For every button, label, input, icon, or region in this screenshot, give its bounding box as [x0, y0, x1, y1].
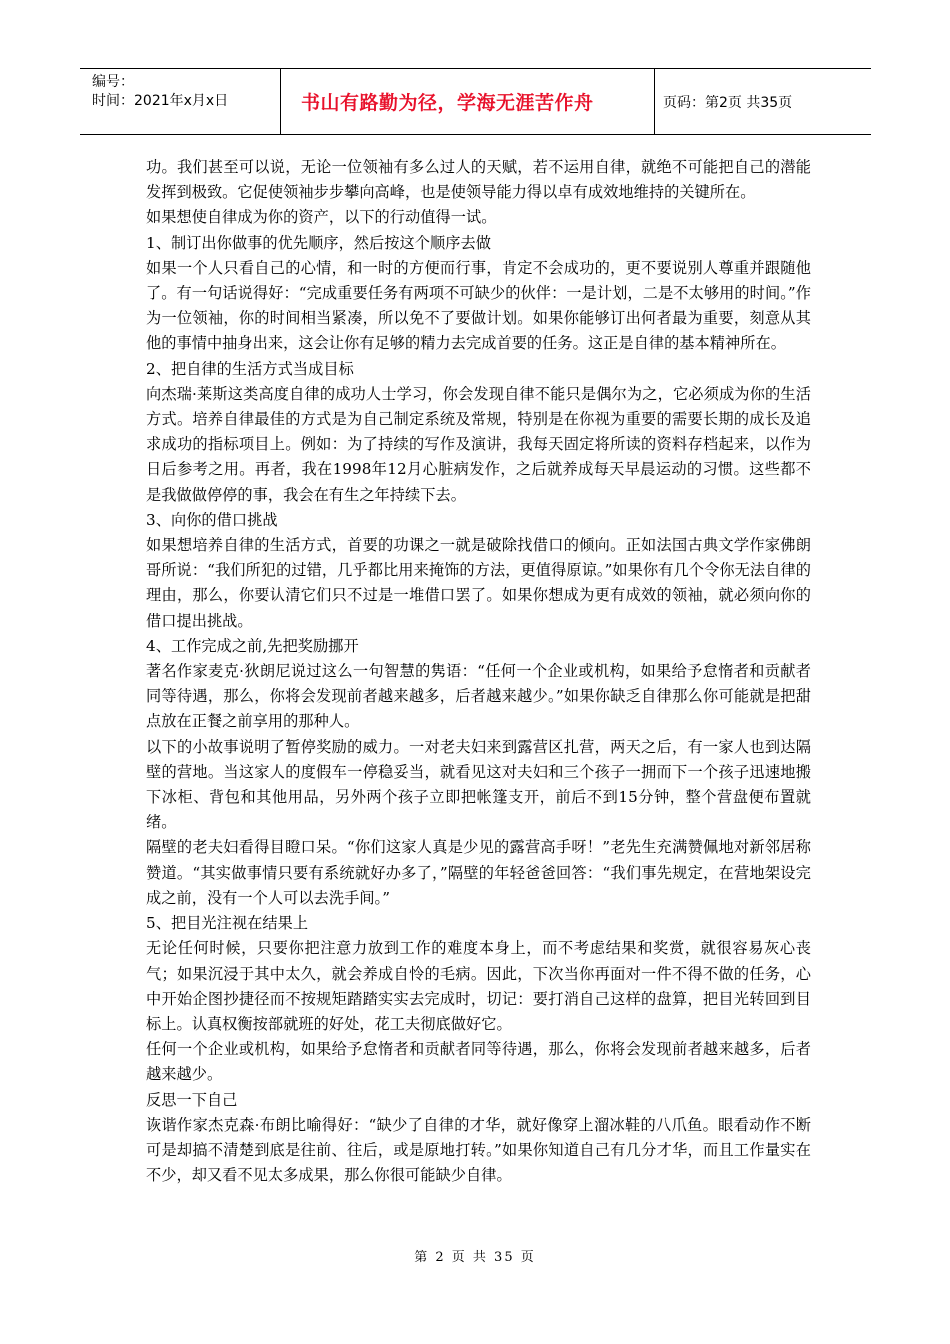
section-heading: 2、把自律的生活方式当成目标 [146, 359, 354, 378]
document-number-label: 编号： [92, 74, 134, 90]
header-motto-cell [280, 69, 655, 134]
section-heading: 4、工作完成之前,先把奖励挪开 [146, 636, 359, 655]
section-heading: 3、向你的借口挑战 [146, 510, 278, 529]
header-page-cell [655, 69, 871, 134]
paragraph: 如果想使自律成为你的资产，以下的行动值得一试。 [146, 208, 497, 227]
page-header [80, 68, 871, 135]
header-page-number: 页码：第2页 共35页 [663, 94, 793, 111]
section-heading: 5、把目光注视在结果上 [146, 914, 309, 933]
page-footer: 第 2 页 共 35 页 [414, 1250, 536, 1265]
section-heading: 1、制订出你做事的优先顺序，然后按这个顺序去做 [146, 233, 491, 252]
paragraph: 向杰瑞·莱斯这类高度自律的成功人士学习，你会发现自律不能只是偶尔为之，它必须成为你的生活方式。培养自律最佳的方式是为自己制定系统及常规，特别是在你视为重要的需要长期的成长及追求成功的指标项目上。例如：为了持续的写作及演讲，我每天固定将所读的资料存档起来，以作为日后参考之用。再者，我在1998年12月心脏病发作，之后就养成每天早晨运动的习惯。这些都不是我做做停停的事，我会在有生之年持续下去。 [146, 384, 811, 504]
paragraph: 任何一个企业或机构，如果给予怠惰者和贡献者同等待遇，那么，你将会发现前者越来越多，后者越来越少。 [146, 1040, 811, 1084]
header-motto: 书山有路勤为径，学海无涯苦作舟 [301, 92, 594, 114]
paragraph: 功。我们甚至可以说，无论一位领袖有多么过人的天赋，若不运用自律，就绝不可能把自己的潜能发挥到极致。它促使领袖步步攀向高峰，也是使领导能力得以卓有成效地维持的关键所在。 [146, 158, 811, 202]
section-heading: 反思一下自己 [146, 1090, 238, 1109]
document-time-label: 时间：2021年x月x日 [92, 93, 229, 109]
paragraph: 无论任何时候，只要你把注意力放到工作的难度本身上，而不考虑结果和奖赏，就很容易灰心丧气；如果沉浸于其中太久，就会养成自怜的毛病。因此，下次当你再面对一件不得不做的任务，心中开始企图抄捷径而不按规矩踏踏实实去完成时，切记：要打消自己这样的盘算，把目光转回到目标上。认真权衡按部就班的好处，花工夫彻底做好它。 [146, 939, 811, 1033]
paragraph: 隔壁的老夫妇看得目瞪口呆。“你们这家人真是少见的露营高手呀！”老先生充满赞佩地对新邻居称赞道。“其实做事情只要有系统就好办多了，”隔壁的年轻爸爸回答：“我们事先规定，在营地架设完成之前，没有一个人可以去洗手间。” [146, 838, 811, 907]
paragraph: 著名作家麦克·狄朗尼说过这么一句智慧的隽语：“任何一个企业或机构，如果给予怠惰者和贡献者同等待遇，那么，你将会发现前者越来越多，后者越来越少。”如果你缺乏自律那么你可能就是把甜点放在正餐之前享用的那种人。 [146, 662, 811, 731]
paragraph: 如果一个人只看自己的心情，和一时的方便而行事，肯定不会成功的，更不要说别人尊重并跟随他了。有一句话说得好：“完成重要任务有两项不可缺少的伙伴：一是计划，二是不太够用的时间。”作为一位领袖，你的时间相当紧凑，所以免不了要做计划。如果你能够订出何者最为重要，刻意从其他的事情中抽身出来，这会让你有足够的精力去完成首要的任务。这正是自律的基本精神所在。 [146, 258, 811, 353]
paragraph: 诙谐作家杰克森·布朗比喻得好：“缺少了自律的才华，就好像穿上溜冰鞋的八爪鱼。眼看动作不断可是却搞不清楚到底是往前、往后，或是原地打转。”如果你知道自己有几分才华，而且工作量实在不少，却又看不见太多成果，那么你很可能缺少自律。 [146, 1115, 811, 1185]
document-body [146, 155, 811, 1188]
header-info-cell [80, 69, 280, 134]
paragraph: 以下的小故事说明了暂停奖励的威力。一对老夫妇来到露营区扎营，两天之后，有一家人也到达隔壁的营地。当这家人的度假车一停稳妥当，就看见这对夫妇和三个孩子一拥而下一个孩子迅速地搬下冰柜、背包和其他用品，另外两个孩子立即把帐篷支开，前后不到15分钟，整个营盘便布置就绪。 [146, 737, 811, 832]
paragraph: 如果想培养自律的生活方式，首要的功课之一就是破除找借口的倾向。正如法国古典文学作家佛朗哥所说：“我们所犯的过错，几乎都比用来掩饰的方法，更值得原谅。”如果你有几个令你无法自律的理由，那么，你要认清它们只不过是一堆借口罢了。如果你想成为更有成效的领袖，就必须向你的借口提出挑战。 [146, 536, 811, 630]
